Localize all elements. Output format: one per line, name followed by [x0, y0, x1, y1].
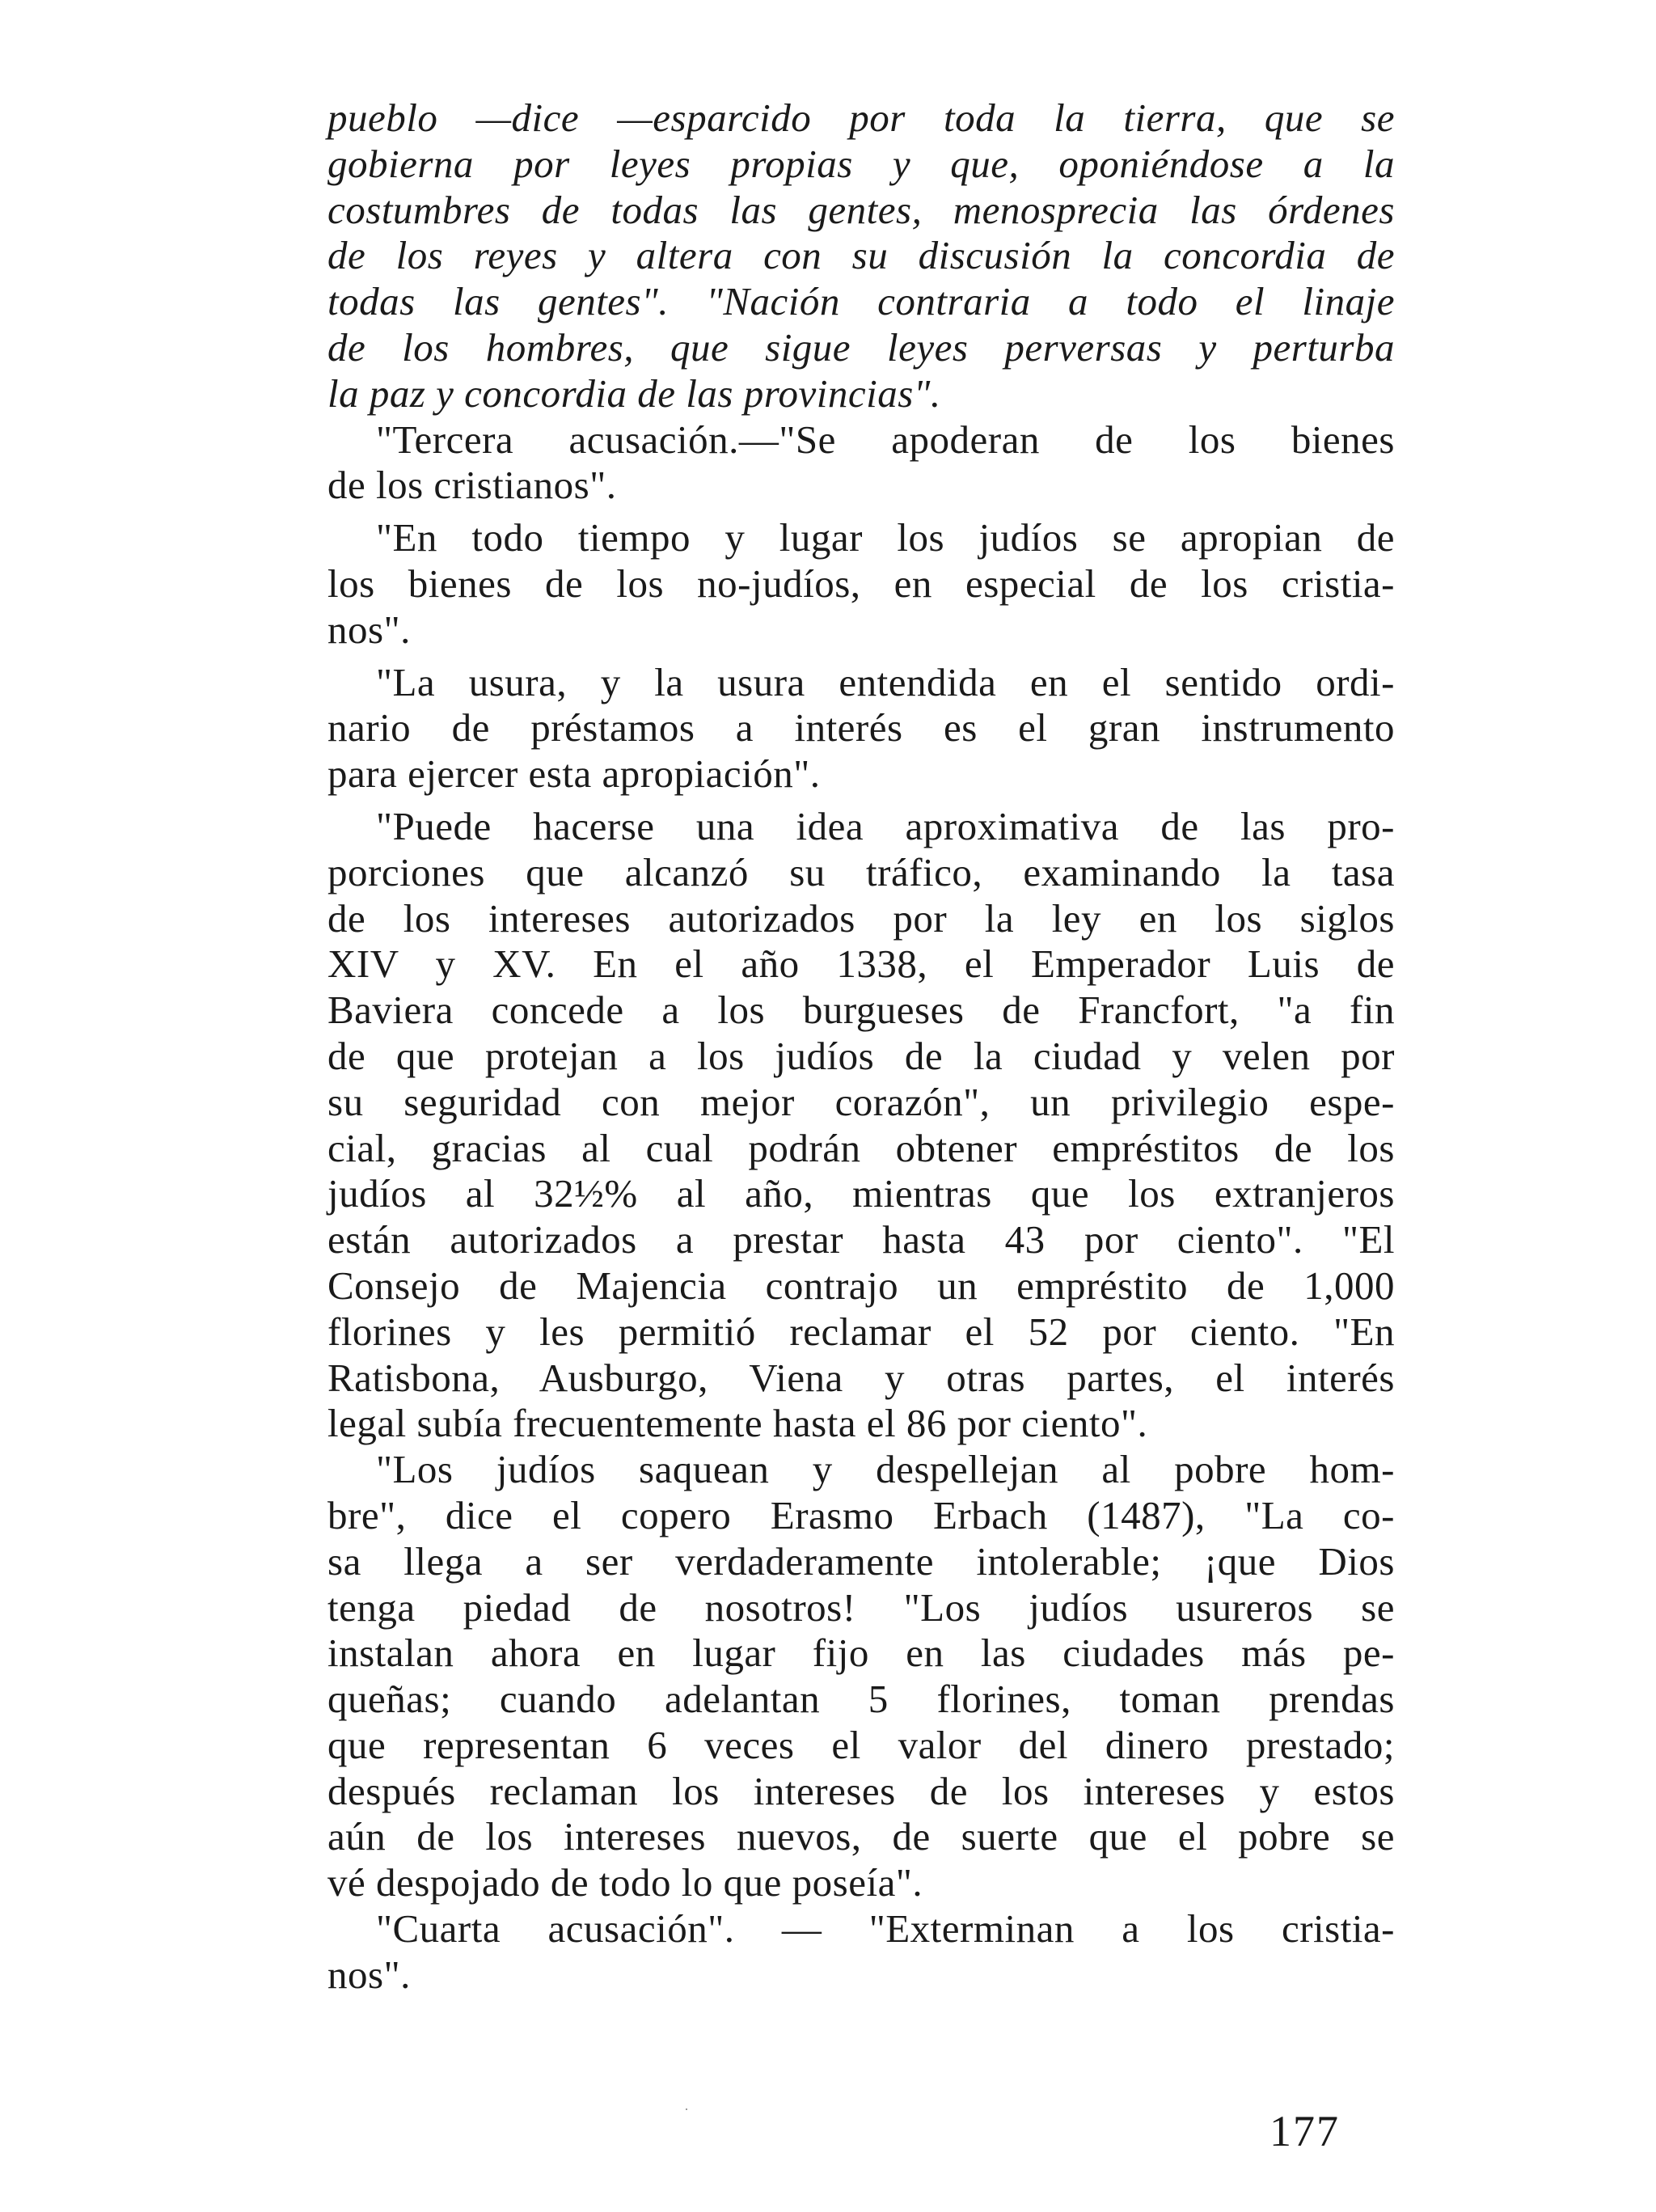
text-line: costumbres de todas las gentes, menosprecia las órdenes — [327, 187, 1395, 232]
text-line: de los reyes y altera con su discusión la concordia de — [327, 233, 1395, 278]
text-line: nario de préstamos a interés es el gran instrumento — [327, 705, 1395, 751]
text-line: tenga piedad de nosotros! "Los judíos usureros se — [327, 1584, 1395, 1630]
text-line: los bienes de los no-judíos, en especial de los cristia- — [327, 560, 1395, 606]
text-line: "Los judíos saquean y despellejan al pobre hom- — [376, 1447, 1395, 1492]
text-line: Baviera concede a los burgueses de Francfort, "a fin — [327, 988, 1395, 1033]
text-line: judíos al 32½% al año, mientras que los extranjeros — [327, 1171, 1395, 1216]
text-line: instalan ahora en lugar fijo en las ciudades más pe- — [327, 1630, 1395, 1676]
text-line: todas las gentes". "Nación contraria a todo el linaje — [327, 279, 1395, 324]
text-line: cial, gracias al cual podrán obtener empréstitos de los — [327, 1125, 1395, 1170]
text-line: porciones que alcanzó su tráfico, examinando la tasa — [327, 849, 1395, 895]
page-number: 177 — [1269, 2107, 1340, 2155]
text-line: de los hombres, que sigue leyes perversas y perturba — [327, 324, 1395, 370]
text-line: nos". — [327, 1952, 411, 1997]
text-line: legal subía frecuentemente hasta el 86 por ciento". — [327, 1401, 1148, 1446]
text-line: "En todo tiempo y lugar los judíos se apropian de — [376, 515, 1395, 560]
text-line: que representan 6 veces el valor del dinero prestado; — [327, 1722, 1395, 1767]
text-line: su seguridad con mejor corazón", un privilegio espe- — [327, 1079, 1395, 1124]
text-line: de que protejan a los judíos de la ciudad y velen por — [327, 1033, 1395, 1078]
text-line: Consejo de Majencia contrajo un empréstito de 1,000 — [327, 1262, 1395, 1308]
text-line: la paz y concordia de las provincias". — [327, 370, 941, 416]
text-line: sa llega a ser verdaderamente intolerable; ¡que Dios — [327, 1538, 1395, 1584]
print-speck — [686, 2108, 687, 2110]
text-line: nos". — [327, 607, 411, 652]
text-line: están autorizados a prestar hasta 43 por ciento". "El — [327, 1217, 1395, 1262]
text-line: "Cuarta acusación". — "Exterminan a los cristia- — [376, 1906, 1395, 1952]
text-line: "Puede hacerse una idea aproximativa de las pro- — [376, 803, 1395, 848]
text-line: para ejercer esta apropiación". — [327, 751, 821, 797]
text-line: vé despojado de todo lo que poseía". — [327, 1860, 923, 1905]
text-line: después reclaman los intereses de los intereses y estos — [327, 1768, 1395, 1813]
text-line: pueblo —dice —esparcido por toda la tierra, que se — [327, 95, 1395, 140]
text-line: de los cristianos". — [327, 463, 617, 508]
text-line: gobierna por leyes propias y que, oponiéndose a la — [327, 141, 1395, 186]
text-line: queñas; cuando adelantan 5 florines, toman prendas — [327, 1677, 1395, 1722]
text-line: de los intereses autorizados por la ley en los siglos — [327, 895, 1395, 941]
text-line: aún de los intereses nuevos, de suerte que el pobre se — [327, 1814, 1395, 1859]
text-line: "La usura, y la usura entendida en el sentido ordi- — [376, 659, 1395, 704]
text-line: bre", dice el copero Erasmo Erbach (1487), "La co- — [327, 1492, 1395, 1537]
body-text — [327, 95, 1395, 1998]
text-line: Ratisbona, Ausburgo, Viena y otras partes, el interés — [327, 1355, 1395, 1400]
text-line: florines y les permitió reclamar el 52 por ciento. "En — [327, 1309, 1395, 1354]
text-line: "Tercera acusación.—"Se apoderan de los bienes — [376, 417, 1395, 462]
text-line: XIV y XV. En el año 1338, el Emperador Luis de — [327, 941, 1395, 987]
